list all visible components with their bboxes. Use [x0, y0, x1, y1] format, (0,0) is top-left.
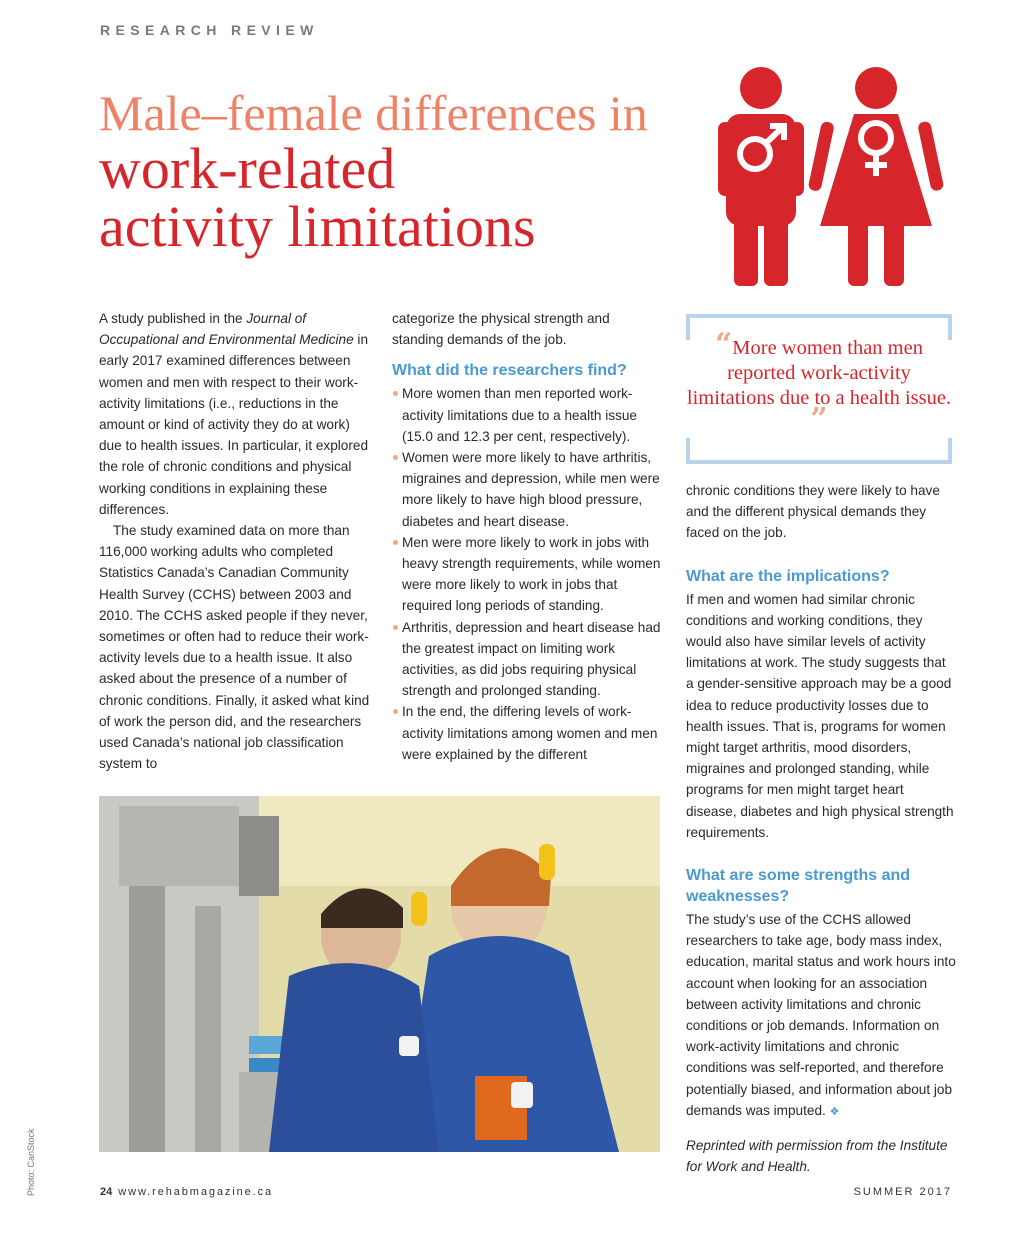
strengths-text: The study’s use of the CCHS allowed researchers to take age, body mass index, education, marital status and work hours into account when looking for an association between activity limitations and chronic conditions or job demands. Information on work-activity limitations and chronic conditions was self-reported, and therefore potentially biased, and information about job demands was imputed.	[686, 912, 956, 1118]
gender-graphic	[718, 64, 958, 294]
implications-heading: What are the implications?	[686, 567, 890, 585]
page-number: 24	[100, 1186, 113, 1198]
findings-heading: What did the researchers find?	[392, 362, 627, 380]
study-paragraph: The study examined data on more than 116,000 working adults who completed Statistics Canada’s Canadian Community Health Survey (CCHS) between 2003 and 2010. The CCHS asked people if they never, sometimes or often had to reduce their work-activity levels due to a health issue. It also asked about the presence of a number of chronic conditions. Finally, it asked what kind of work the person did, and the researchers used Canada’s national job classification system to	[99, 523, 370, 772]
frame-left-bottom	[686, 438, 690, 464]
list-item: In the end, the differing levels of work-activity limitations among women and men were explained by the different	[392, 701, 664, 765]
intro-text-post: in early 2017 examined differences between women and men with respect to their work-activity limitations (i.e., reductions in the amount or kind of activity they do at work) due to health issues. In particular, it explored the role of chronic conditions and physical working conditions in explaining these differences.	[99, 332, 369, 517]
end-mark-icon: ❖	[829, 1105, 840, 1118]
title-line-2: work-related	[99, 136, 396, 201]
close-quote-mark: ”	[810, 402, 828, 437]
folio	[100, 1186, 273, 1198]
photo-credit: Photo: CanStock	[26, 1128, 36, 1196]
article-title	[99, 85, 648, 259]
frame-top	[686, 314, 952, 318]
column-1	[99, 308, 374, 774]
column-2	[392, 308, 664, 765]
open-quote-mark: “	[715, 327, 733, 362]
pull-quote-text	[686, 327, 952, 437]
pull-quote	[686, 314, 952, 464]
frame-right-bottom	[948, 438, 952, 464]
section-label: RESEARCH REVIEW	[100, 22, 319, 38]
title-line-1: Male–female differences in	[99, 85, 648, 141]
pull-quote-body: More women than men reported work-activity limitations due to a health issue.	[686, 337, 952, 409]
intro-paragraph	[99, 308, 374, 520]
col3-continuation: chronic conditions they were likely to have and the different physical demands they faced on the job.	[686, 483, 940, 541]
list-item: Arthritis, depression and heart disease had the greatest impact on limiting work activities, as did jobs requiring physical strength and prolonged standing.	[392, 617, 664, 702]
column-3	[686, 480, 956, 1177]
website-link[interactable]: www.rehabmagazine.ca	[118, 1186, 274, 1198]
list-item: More women than men reported work-activity limitations due to a health issue (15.0 and 12.3 per cent, respectively).	[392, 383, 664, 447]
intro-text-pre: A study published in the	[99, 311, 247, 326]
female-figure-icon	[808, 67, 945, 286]
photo-illustration	[99, 796, 660, 1152]
implications-paragraph: If men and women had similar chronic conditions and working conditions, they would also have similar levels of activity limitations at work. The study suggests that a gender-sensitive approach may be a good idea to reduce productivity losses due to health issues. That is, programs for women might target arthritis, mood disorders, migraines and prolonged standing, while programs for men might target heart disease, diabetes and high physical strength requirements.	[686, 591, 954, 840]
journal-name: Journal of Occupational and Environmental Medicine	[99, 311, 354, 348]
list-item: Men were more likely to work in jobs with heavy strength requirements, while women were more likely to work in jobs that required long periods of standing.	[392, 532, 664, 617]
strengths-paragraph	[686, 909, 956, 1123]
frame-bottom	[686, 460, 952, 464]
title-line-3: activity limitations	[99, 194, 536, 259]
reprint-note: Reprinted with permission from the Institute for Work and Health.	[686, 1138, 948, 1175]
workplace-photo	[99, 796, 660, 1152]
gender-figures-svg	[718, 64, 958, 289]
strengths-heading: What are some strengths and weaknesses?	[686, 867, 911, 906]
issue-label: SUMMER 2017	[853, 1186, 952, 1198]
list-item: Women were more likely to have arthritis, migraines and depression, while men were more likely to have high blood pressure, diabetes and heart disease.	[392, 447, 664, 532]
col2-continuation: categorize the physical strength and standing demands of the job.	[392, 311, 610, 348]
findings-list	[392, 383, 664, 765]
male-figure-icon	[718, 67, 804, 286]
